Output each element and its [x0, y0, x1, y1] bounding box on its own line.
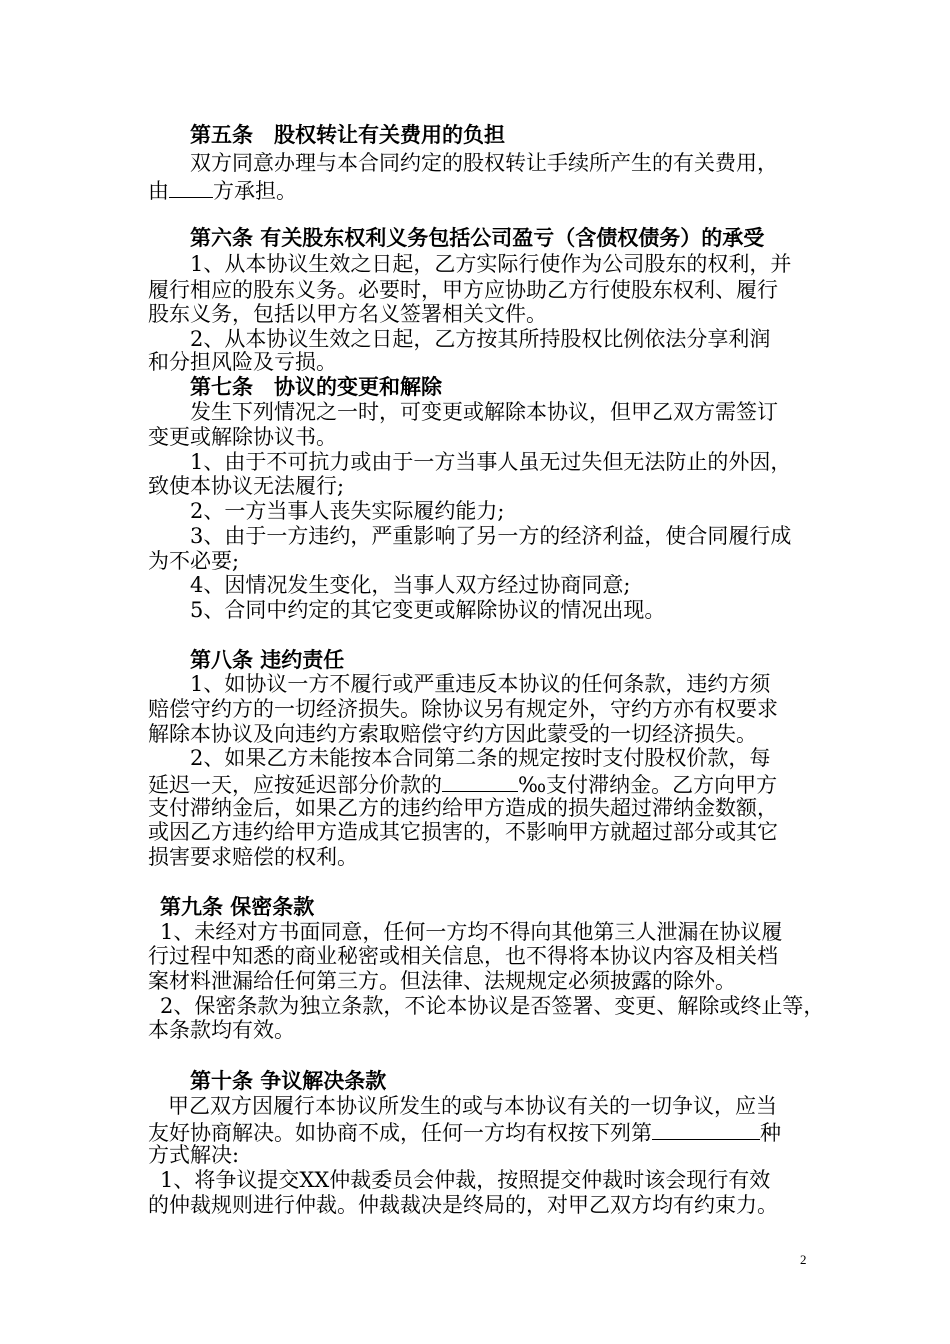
article-7-text: 5、合同中约定的其它变更或解除协议的情况出现。	[190, 598, 666, 622]
blank-line	[442, 771, 518, 792]
blank-line	[652, 1119, 760, 1140]
article-8-text: 损害要求赔偿的权利。	[148, 845, 358, 869]
text-fragment: ‰支付滞纳金。乙方向甲方	[518, 773, 778, 797]
article-6-text: 股东义务，包括以甲方名义签署相关文件。	[148, 302, 547, 326]
article-6-text: 2、从本协议生效之日起，乙方按其所持股权比例依法分享利润	[190, 327, 771, 351]
article-8-text: 支付滞纳金后，如果乙方的违约给甲方造成的损失超过滞纳金数额，	[148, 796, 778, 820]
article-8-text: 1、如协议一方不履行或严重违反本协议的任何条款，违约方须	[190, 672, 771, 696]
article-7-title: 第七条 协议的变更和解除	[190, 374, 442, 399]
article-9-text: 2、保密条款为独立条款，不论本协议是否签署、变更、解除或终止等，	[160, 994, 825, 1018]
article-5-text: 双方同意办理与本合同约定的股权转让手续所产生的有关费用，	[190, 151, 778, 175]
article-8-text: 解除本协议及向违约方索取赔偿守约方因此蒙受的一切经济损失。	[148, 722, 757, 746]
text-fragment: 延迟一天，应按延迟部分价款的	[148, 773, 442, 797]
text-fragment: 种	[760, 1121, 781, 1145]
article-7-text: 2、一方当事人丧失实际履约能力;	[190, 499, 505, 523]
article-10-text	[148, 1119, 818, 1145]
article-7-text: 为不必要;	[148, 549, 240, 573]
article-5-title: 第五条 股权转让有关费用的负担	[190, 122, 505, 147]
article-8-text	[148, 771, 818, 797]
article-9-text: 1、未经对方书面同意，任何一方均不得向其他第三人泄漏在协议履	[160, 920, 783, 944]
text-fragment: 友好协商解决。如协商不成，任何一方均有权按下列第	[148, 1121, 652, 1145]
article-9-title: 第九条 保密条款	[160, 894, 315, 919]
blank-line	[169, 177, 213, 198]
article-7-text: 致使本协议无法履行;	[148, 474, 345, 498]
article-10-text: 甲乙双方因履行本协议所发生的或与本协议有关的一切争议，应当	[168, 1094, 777, 1118]
article-8-text: 2、如果乙方未能按本合同第二条的规定按时支付股权价款，每	[190, 746, 771, 770]
article-7-text: 4、因情况发生变化，当事人双方经过协商同意;	[190, 573, 631, 597]
article-6-text: 和分担风险及亏损。	[148, 350, 337, 374]
article-8-title: 第八条 违约责任	[190, 647, 345, 672]
article-6-text: 履行相应的股东义务。必要时，甲方应协助乙方行使股东权利、履行	[148, 278, 778, 302]
text-fragment: 方承担。	[213, 179, 297, 203]
article-9-text: 案材料泄漏给任何第三方。但法律、法规规定必须披露的除外。	[148, 969, 736, 993]
article-7-text: 1、由于不可抗力或由于一方当事人虽无过失但无法防止的外因，	[190, 450, 792, 474]
article-10-text: 方式解决:	[148, 1143, 240, 1167]
text-fragment: 由	[148, 179, 169, 203]
page-number: 2	[800, 1252, 807, 1267]
article-8-text: 或因乙方违约给甲方造成其它损害的，不影响甲方就超过部分或其它	[148, 820, 778, 844]
article-9-text: 行过程中知悉的商业秘密或相关信息，也不得将本协议内容及相关档	[148, 944, 778, 968]
article-8-text: 赔偿守约方的一切经济损失。除协议另有规定外，守约方亦有权要求	[148, 697, 778, 721]
article-10-title: 第十条 争议解决条款	[190, 1068, 387, 1093]
article-5-text	[148, 177, 818, 203]
article-7-text: 变更或解除协议书。	[148, 425, 337, 449]
article-6-text: 1、从本协议生效之日起，乙方实际行使作为公司股东的权利，并	[190, 252, 792, 276]
article-7-text: 3、由于一方违约，严重影响了另一方的经济利益，使合同履行成	[190, 524, 792, 548]
article-7-text: 发生下列情况之一时，可变更或解除本协议，但甲乙双方需签订	[190, 400, 778, 424]
article-10-text: 的仲裁规则进行仲裁。仲裁裁决是终局的，对甲乙双方均有约束力。	[148, 1193, 778, 1217]
article-9-text: 本条款均有效。	[148, 1018, 295, 1042]
article-6-title: 第六条 有关股东权利义务包括公司盈亏（含债权债务）的承受	[190, 225, 765, 250]
article-10-text: 1、将争议提交XX仲裁委员会仲裁，按照提交仲裁时该会现行有效	[160, 1168, 771, 1192]
